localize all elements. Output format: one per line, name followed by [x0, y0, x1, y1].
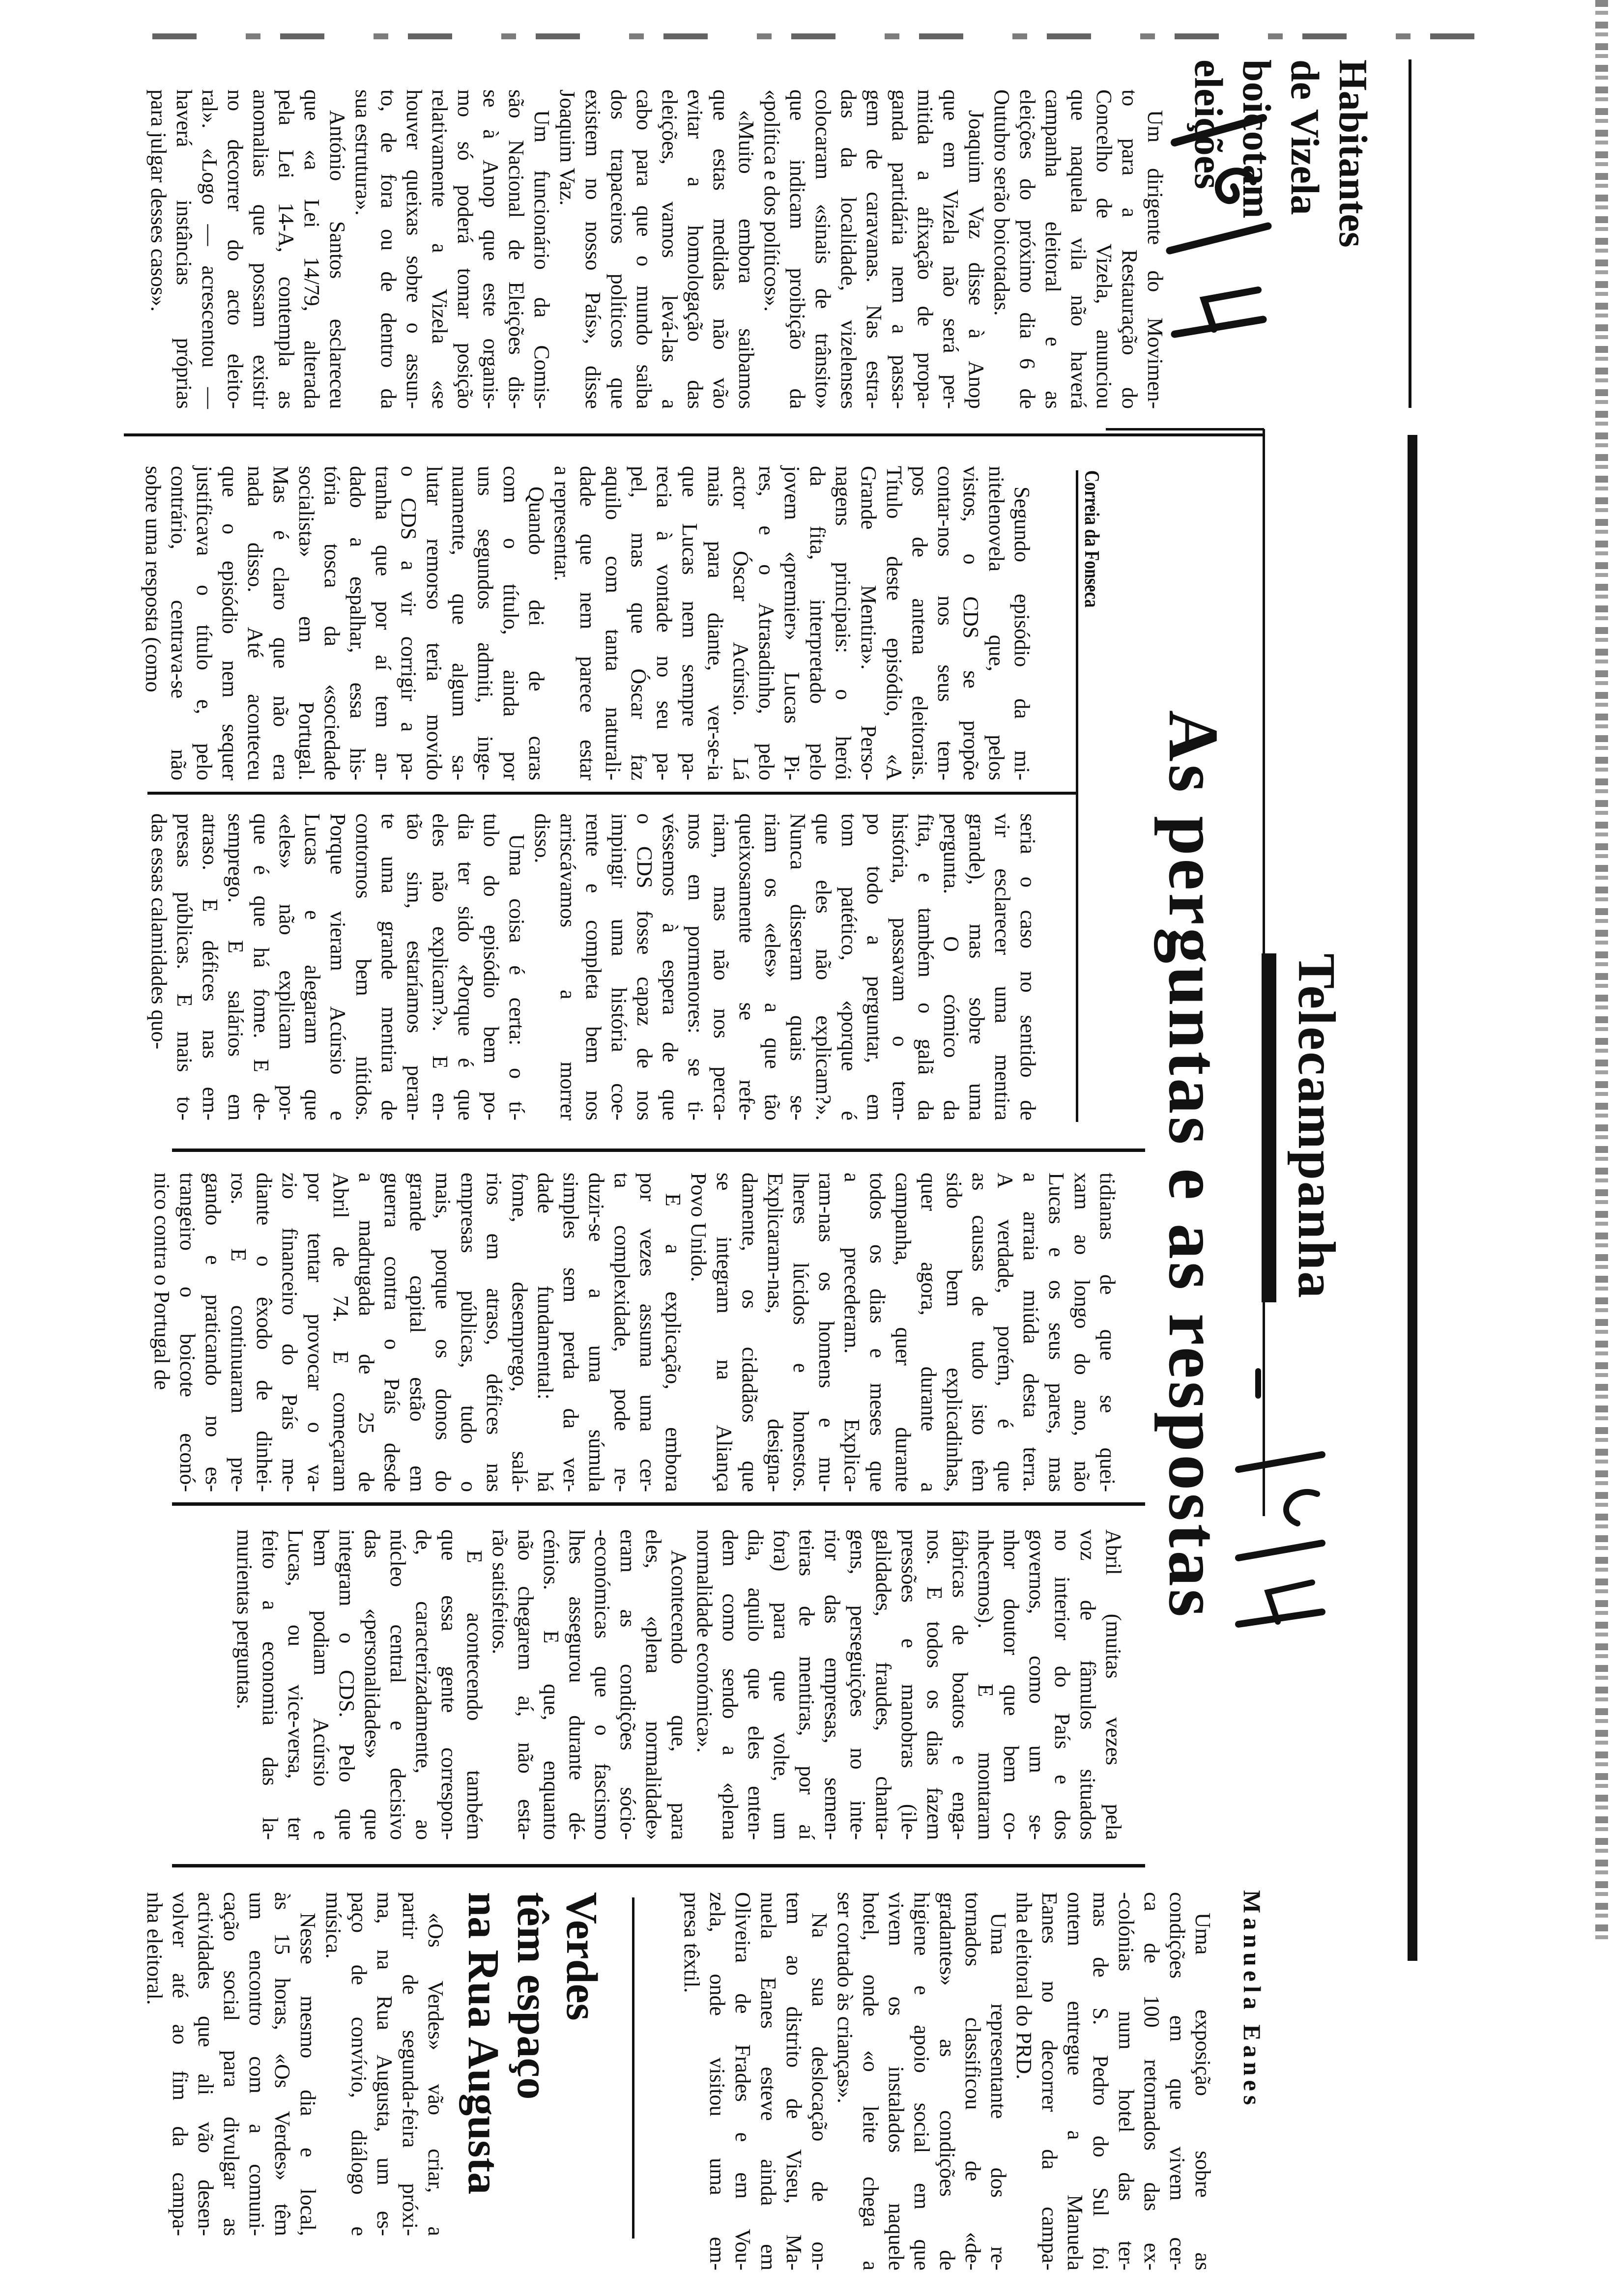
- headline-line: têm espaço: [508, 1892, 557, 2100]
- text-line: ral». «Logo — acrescentou —: [198, 89, 222, 409]
- text-line: Uma exposição sobre as: [1191, 1913, 1215, 2270]
- text-line: rior das empresas, semen-: [820, 1529, 844, 1840]
- text-line: o CDS fosse capaz de nos: [633, 813, 657, 1120]
- text-line: pos de antena eleitorais.: [908, 466, 932, 780]
- text-line: mos em pormenores: se ti-: [684, 813, 708, 1120]
- text-line: disso.: [530, 813, 554, 863]
- text-line: damente, os cidadãos que: [738, 1173, 762, 1492]
- article-column-1: [140, 466, 1035, 780]
- text-line: normalidade económica».: [692, 1529, 717, 1753]
- text-line: da fita, interpretado pelo: [806, 466, 830, 780]
- text-line: riam, mas não nos perca-: [709, 813, 733, 1120]
- text-line: dado a espalhar, essa his-: [345, 466, 370, 780]
- text-line: Lucas e os seus pares, mas: [1044, 1173, 1068, 1492]
- text-line: semprego. E salários em: [224, 813, 248, 1120]
- text-line: trangeiro o boicote econó-: [175, 1173, 200, 1492]
- text-line: condições em que vivem cer-: [1165, 1892, 1189, 2270]
- text-line: -colónias num hotel das ter-: [1114, 1892, 1138, 2270]
- text-line: partir de segunda-feira próxi-: [398, 1892, 422, 2236]
- text-line: po todo a perguntar, em: [863, 813, 887, 1120]
- text-line: pel, mas que Óscar faz: [627, 466, 651, 780]
- article-column-4: [231, 1529, 1126, 1840]
- text-line: houver queixas sobre o assun-: [402, 89, 426, 409]
- text-line: Um dirigente do Movimen-: [1143, 110, 1167, 409]
- text-line: fome, desemprego, salá-: [508, 1173, 532, 1492]
- text-line: Abril (muitas vezes pela: [1101, 1529, 1125, 1840]
- text-line: por vezes assuma uma cer-: [635, 1173, 660, 1492]
- scan-edge-dots: [1595, 0, 1608, 1946]
- text-line: Segundo episódio da mi-: [1010, 487, 1034, 780]
- text-line: vir esclarecer uma mentira: [990, 813, 1014, 1120]
- byline-rule: [1076, 470, 1078, 1122]
- text-line: um encontro com a comuni-: [245, 1892, 269, 2236]
- headline-line: na Rua Augusta: [459, 1892, 508, 2195]
- text-line: presas públicas. E mais to-: [173, 813, 197, 1120]
- text-line: aquilo com tanta naturali-: [601, 466, 625, 780]
- text-line: de, caracterizadamente, ao: [411, 1529, 435, 1840]
- text-line: não chegarem aí, não esta-: [514, 1529, 538, 1840]
- text-line: murientas perguntas.: [232, 1529, 257, 1709]
- text-line: teiras de mentiras, por aí: [795, 1529, 819, 1840]
- text-line: mas de S. Pedro do Sul foi: [1089, 1892, 1113, 2270]
- text-line: Lucas e alegaram que: [300, 813, 324, 1120]
- text-line: campanha, quer durante: [891, 1173, 915, 1492]
- text-line: grande capital estão em: [405, 1173, 430, 1492]
- text-line: dos trapaceiros políticos que: [606, 89, 631, 409]
- top-rule-thick: [1408, 435, 1417, 1961]
- text-line: tidianas de que se quei-: [1095, 1173, 1120, 1492]
- text-line: evitar a homologação das: [683, 89, 707, 409]
- text-line: que em Vizela não será per-: [939, 89, 963, 409]
- text-line: nha eleitoral do PRD.: [1012, 1892, 1036, 2080]
- text-line: grande), mas sobre uma: [965, 813, 989, 1120]
- text-line: dade fundamental: há: [533, 1173, 557, 1492]
- text-line: o CDS a vir corrigir a pa-: [397, 466, 421, 780]
- text-line: António Santos esclareceu: [325, 110, 349, 409]
- text-line: pergunta. O cómico da: [939, 813, 963, 1120]
- text-line: tornados classificou de «de-: [961, 1892, 985, 2270]
- text-line: actor Óscar Acúrsio. Lá: [729, 466, 753, 780]
- text-line: Povo Unido.: [687, 1173, 711, 1282]
- text-line: rios em atraso, défices nas: [482, 1173, 506, 1492]
- text-line: presa têxtil.: [680, 1892, 704, 1993]
- text-line: nuamente, que algum sa-: [448, 466, 472, 780]
- text-line: das «personalidades» que: [360, 1529, 384, 1840]
- article-headline: As perguntas e as respostas: [1154, 710, 1233, 1620]
- text-line: a arraia miúda desta terra.: [1019, 1173, 1043, 1492]
- text-line: fita, e também o galã da: [914, 813, 938, 1120]
- verdes-headline: [459, 1892, 606, 2194]
- text-line: núcleo central e decisivo: [386, 1529, 410, 1840]
- text-line: com o título, ainda por: [499, 466, 523, 780]
- text-line: para julgar desses casos».: [146, 89, 171, 312]
- text-line: socialista» em Portugal.: [294, 466, 318, 780]
- text-line: nagens principais: o herói: [831, 466, 855, 780]
- text-line: cação social para divulgar as: [219, 1892, 243, 2236]
- text-line: to para a Restauração do: [1118, 89, 1142, 409]
- text-line: atraso. E défices nas em-: [198, 813, 222, 1120]
- text-line: Outubro serão boicotadas.: [990, 89, 1014, 316]
- text-line: sobre uma resposta (como: [141, 466, 165, 692]
- handwritten-mark-icon: [1165, 113, 1273, 344]
- text-line: galidades, fraudes, chanta-: [871, 1529, 895, 1840]
- text-line: Uma representante dos re-: [986, 1913, 1010, 2270]
- text-line: «eles» não explicam por-: [275, 813, 299, 1120]
- text-line: te uma grande mentira de: [377, 813, 401, 1120]
- text-line: ta complexidade, pode re-: [610, 1173, 634, 1492]
- text-line: Porque vieram Acúrsio e: [326, 813, 350, 1120]
- text-line: que é que há fome. E de-: [249, 813, 273, 1120]
- text-line: eleições do próximo dia 6 de: [1015, 89, 1039, 409]
- text-line: recia à vontade no seu pa-: [652, 466, 676, 780]
- verdes-body: [142, 1892, 448, 2236]
- text-line: existem no nosso País», disse: [581, 89, 605, 409]
- text-line: que estas medidas não vão: [709, 89, 733, 409]
- text-line: que indicam proibição da: [785, 89, 809, 409]
- text-line: cénios. E que, enquanto: [539, 1529, 563, 1840]
- text-line: Oliveira de Frades e em Vou-: [731, 1892, 755, 2270]
- text-line: Eanes no decorrer da campa-: [1037, 1892, 1062, 2270]
- text-line: no decorrer do acto eleito-: [223, 89, 247, 409]
- text-line: são Nacional de Eleições dis-: [504, 89, 528, 409]
- headline-line: Habitantes: [1331, 59, 1376, 248]
- headline-line: Verdes: [557, 1892, 606, 2021]
- headline-line: eleições: [1186, 59, 1231, 190]
- text-line: E acontecendo também: [462, 1550, 487, 1840]
- text-line: to, de fora ou de dentro da: [376, 89, 401, 409]
- byline: Correia da Fonseca: [1080, 470, 1103, 608]
- text-line: lhes assegurou durante dé-: [565, 1529, 589, 1840]
- text-line: zela, onde visitou uma em-: [705, 1892, 729, 2270]
- text-line: no interior do País e dos: [1050, 1529, 1074, 1840]
- text-line: A verdade, porém, é que: [993, 1173, 1017, 1492]
- text-line: a precederam. Explica-: [840, 1173, 864, 1492]
- section-kicker: Telecampanha: [1287, 953, 1346, 1300]
- text-line: simples sem perda da ver-: [559, 1173, 583, 1492]
- text-line: Acontecendo que, para: [667, 1550, 691, 1840]
- text-line: fora) para que volte, um: [769, 1529, 793, 1840]
- column-separator: [172, 1502, 1145, 1506]
- text-line: paço de convívio, diálogo e: [347, 1892, 371, 2236]
- text-line: xam ao longo do ano, não: [1070, 1173, 1094, 1492]
- text-line: jovem «premier» Lucas Pi-: [780, 466, 804, 780]
- text-line: gradantes» as condições de: [935, 1892, 959, 2270]
- top-rule-thin: [1409, 59, 1411, 408]
- text-line: contrário, centrava-se não: [167, 466, 191, 780]
- text-line: contornos bem nítidos.: [351, 813, 375, 1120]
- text-line: vivem os instalados naquele: [884, 1892, 908, 2270]
- text-line: queixosamente se refe-: [735, 813, 759, 1120]
- text-line: «Muito embora saibamos: [734, 110, 758, 409]
- text-line: nitelenovela que, pelos: [984, 466, 1008, 780]
- text-line: tulo do episódio bem po-: [479, 813, 503, 1120]
- text-line: «política e dos políticos».: [760, 89, 784, 312]
- text-line: zio financeiro do País me-: [278, 1173, 302, 1492]
- text-line: tem ao distrito de Viseu, Ma-: [782, 1892, 806, 2270]
- text-line: eles, «plena normalidade»: [641, 1529, 665, 1840]
- text-line: Joaquim Vaz.: [555, 89, 579, 206]
- text-line: ram-nas os homens e mu-: [814, 1173, 838, 1492]
- text-line: ca de 100 retornados das ex-: [1140, 1892, 1164, 2270]
- text-line: ros. E continuaram pre-: [227, 1173, 251, 1492]
- headline-line: boicotam: [1235, 59, 1279, 219]
- text-line: quer agora, durante a: [917, 1173, 941, 1492]
- text-line: mais para diante, ver-se-ia: [703, 466, 727, 780]
- text-line: empresas públicas, tudo o: [457, 1173, 481, 1492]
- text-line: por tentar provocar o va-: [303, 1173, 327, 1492]
- headline-line: de Vizela: [1283, 59, 1327, 215]
- text-line: integram o CDS. Pelo que: [335, 1529, 359, 1840]
- text-line: das da localidade, vizelenses: [836, 89, 861, 409]
- text-line: diante o êxodo de dinhei-: [252, 1173, 276, 1492]
- text-line: nuela Eanes esteve ainda em: [756, 1892, 780, 2270]
- text-line: a representar.: [550, 466, 574, 581]
- text-line: Explicaram-nas, designa-: [763, 1173, 787, 1492]
- text-line: gando e praticando no es-: [201, 1173, 225, 1492]
- text-line: uns segundos admiti, inge-: [473, 466, 497, 780]
- text-line: hotel, onde «o leite chega a: [859, 1892, 883, 2270]
- text-line: todos os dias e meses que: [865, 1173, 890, 1492]
- text-line: relativamente a Vizela «se: [428, 89, 452, 409]
- text-line: -económicas que o fascismo: [590, 1529, 614, 1840]
- text-line: nos. E todos os dias fazem: [922, 1529, 947, 1840]
- column-separator: [172, 1148, 1145, 1152]
- text-line: as causas de tudo isto têm: [968, 1173, 992, 1492]
- text-line: nada disso. Até aconteceu: [243, 466, 267, 780]
- text-line: dade que nem parece estar: [576, 466, 600, 780]
- text-line: pressões e manobras (ile-: [897, 1529, 921, 1840]
- text-line: véssemos à espera de que: [658, 813, 682, 1120]
- text-line: a madrugada de 25 de: [354, 1173, 378, 1492]
- text-line: música.: [321, 1892, 345, 1959]
- text-line: que eles não explicam?».: [811, 813, 835, 1120]
- text-line: se à Anop que este organis-: [479, 89, 503, 409]
- text-line: pela Lei 14-A, contempla as: [274, 89, 298, 409]
- text-line: eram as condições sócio-: [616, 1529, 640, 1840]
- text-line: que o episódio nem sequer: [218, 466, 242, 780]
- text-line: Mas é claro que não era: [269, 466, 293, 780]
- text-line: Título deste episódio, «A: [882, 466, 906, 780]
- text-line: tranha que por aí tem an-: [371, 466, 395, 780]
- scan-dash-marks: [147, 33, 1474, 39]
- manuela-body: [679, 1892, 1215, 2270]
- text-line: Quando dei de caras: [524, 487, 548, 780]
- text-line: seria o caso no sentido de: [1016, 813, 1040, 1120]
- text-line: nhor doutor que bem co-: [999, 1529, 1023, 1840]
- text-line: volver até ao fim da campa-: [168, 1892, 192, 2236]
- text-line: res, e o Atrasadinho, pelo: [754, 466, 778, 780]
- text-line: riam os «eles» a que tão: [760, 813, 784, 1120]
- text-line: sido bem explicadinhas,: [942, 1173, 966, 1492]
- vizela-separator: [124, 433, 1264, 436]
- text-line: «Os Verdes» vão criar, a: [424, 1913, 448, 2236]
- vizela-body: [145, 89, 1168, 409]
- text-line: vistos, o CDS se propõe: [959, 466, 983, 780]
- text-line: Abril de 74. E começaram: [329, 1173, 353, 1492]
- text-line: ser cortado às crianças».: [833, 1892, 857, 2104]
- text-line: mo só poderá tomar posição: [453, 89, 477, 409]
- text-line: lheres lúcidos e honestos.: [789, 1173, 813, 1492]
- text-line: nha eleitoral.: [143, 1892, 167, 2005]
- text-line: Joaquim Vaz disse à Anop: [964, 110, 988, 409]
- text-line: Nesse mesmo dia e local,: [296, 1913, 320, 2236]
- text-line: feito a economia das la-: [258, 1529, 282, 1840]
- text-line: contar-nos nos seus tem-: [933, 466, 957, 780]
- text-line: haverá instâncias próprias: [172, 89, 196, 409]
- text-line: que Lucas nem sempre pa-: [678, 466, 702, 780]
- text-line: rão satisfeitos.: [488, 1529, 512, 1655]
- text-line: bem podiam Acúrsio e: [309, 1529, 333, 1840]
- column-separator: [172, 1864, 1145, 1867]
- text-line: que naquela vila não haverá: [1066, 89, 1091, 409]
- text-line: higiene e apoio social em que: [910, 1892, 934, 2270]
- article-column-3: [149, 1173, 1120, 1492]
- kicker-bar: [1262, 953, 1276, 1302]
- text-line: Lucas, ou vice-versa, ter: [284, 1529, 308, 1840]
- text-line: voz de fâmulos situados: [1076, 1529, 1100, 1840]
- text-line: E a explicação, embora: [661, 1193, 685, 1492]
- text-line: Concelho de Vizela, anunciou: [1092, 89, 1116, 409]
- text-line: ganda partidária nem a passa-: [888, 89, 912, 409]
- text-line: que essa gente correspon-: [437, 1529, 461, 1840]
- text-line: sua estrutura».: [351, 89, 375, 216]
- text-line: eleições, vamos levá-las a: [658, 89, 682, 409]
- text-line: dem como sendo a «plena: [718, 1529, 742, 1840]
- vizela-separator-short: [1106, 428, 1264, 430]
- text-line: governos, como um se-: [1025, 1529, 1049, 1840]
- text-line: Grande Mentira». Perso-: [857, 466, 881, 780]
- text-line: anomalias que possam existir: [249, 89, 273, 409]
- text-line: tão sim, estaríamos peran-: [403, 813, 427, 1120]
- text-line: fábricas de boatos e enga-: [948, 1529, 972, 1840]
- text-line: gens, perseguições no inte-: [846, 1529, 870, 1840]
- text-line: lutar remorso teria movido: [422, 466, 446, 780]
- text-line: dia, aquilo que eles enten-: [744, 1529, 768, 1840]
- text-line: se integram na Aliança: [712, 1173, 736, 1492]
- text-line: Na sua deslocação de on-: [807, 1913, 832, 2270]
- text-line: rente e completa bem nos: [581, 813, 605, 1120]
- text-line: dia ter sido «Porque é que: [454, 813, 478, 1120]
- column-separator: [147, 792, 1076, 795]
- handwritten-mark-icon: [1234, 1366, 1332, 1632]
- text-line: tória tosca da «sociedade: [320, 466, 344, 780]
- text-line: mais, porque os donos do: [431, 1173, 455, 1492]
- text-line: impingir uma história coe-: [607, 813, 631, 1120]
- manuela-verdes-rule: [632, 1897, 634, 2239]
- text-line: Nunca disseram quais se-: [786, 813, 810, 1120]
- text-line: duzir-se a uma súmula: [584, 1173, 608, 1492]
- text-line: ontem entregue a Manuela: [1063, 1892, 1087, 2270]
- text-line: nico contra o Portugal de: [150, 1173, 174, 1390]
- text-line: mitida a afixação de propa-: [913, 89, 937, 409]
- text-line: eles não explicam?». E en-: [428, 813, 452, 1120]
- text-line: Um funcionário da Comis-: [530, 110, 554, 409]
- text-line: às 15 horas, «Os Verdes» têm: [270, 1892, 294, 2236]
- text-line: cabo para que o mundo saiba: [632, 89, 656, 409]
- text-line: das essas calamidades quo-: [147, 813, 171, 1050]
- text-line: arriscávamos a morrer: [556, 813, 580, 1120]
- text-line: que «a Lei 14/79, alterada: [300, 89, 324, 409]
- text-line: actividades que ali vão desen-: [194, 1892, 218, 2236]
- text-line: campanha eleitoral e as: [1041, 89, 1065, 409]
- text-line: guerra contra o País desde: [380, 1173, 404, 1492]
- text-line: história, passavam o tem-: [888, 813, 912, 1120]
- text-line: tom patético, «porque é: [837, 813, 861, 1120]
- text-line: colocaram «sinais de trânsito»: [811, 89, 835, 409]
- text-line: justificava o título e, pelo: [192, 466, 216, 780]
- text-line: ma, na Rua Augusta, um es-: [373, 1892, 397, 2236]
- article-column-2: [146, 813, 1040, 1120]
- manuela-headline: Manuela Eanes: [1238, 1890, 1266, 2110]
- text-line: gem de caravanas. Nas estra-: [862, 89, 886, 409]
- text-line: nhecemos). E montaram: [974, 1529, 998, 1840]
- text-line: Uma coisa é certa: o tí-: [505, 834, 529, 1120]
